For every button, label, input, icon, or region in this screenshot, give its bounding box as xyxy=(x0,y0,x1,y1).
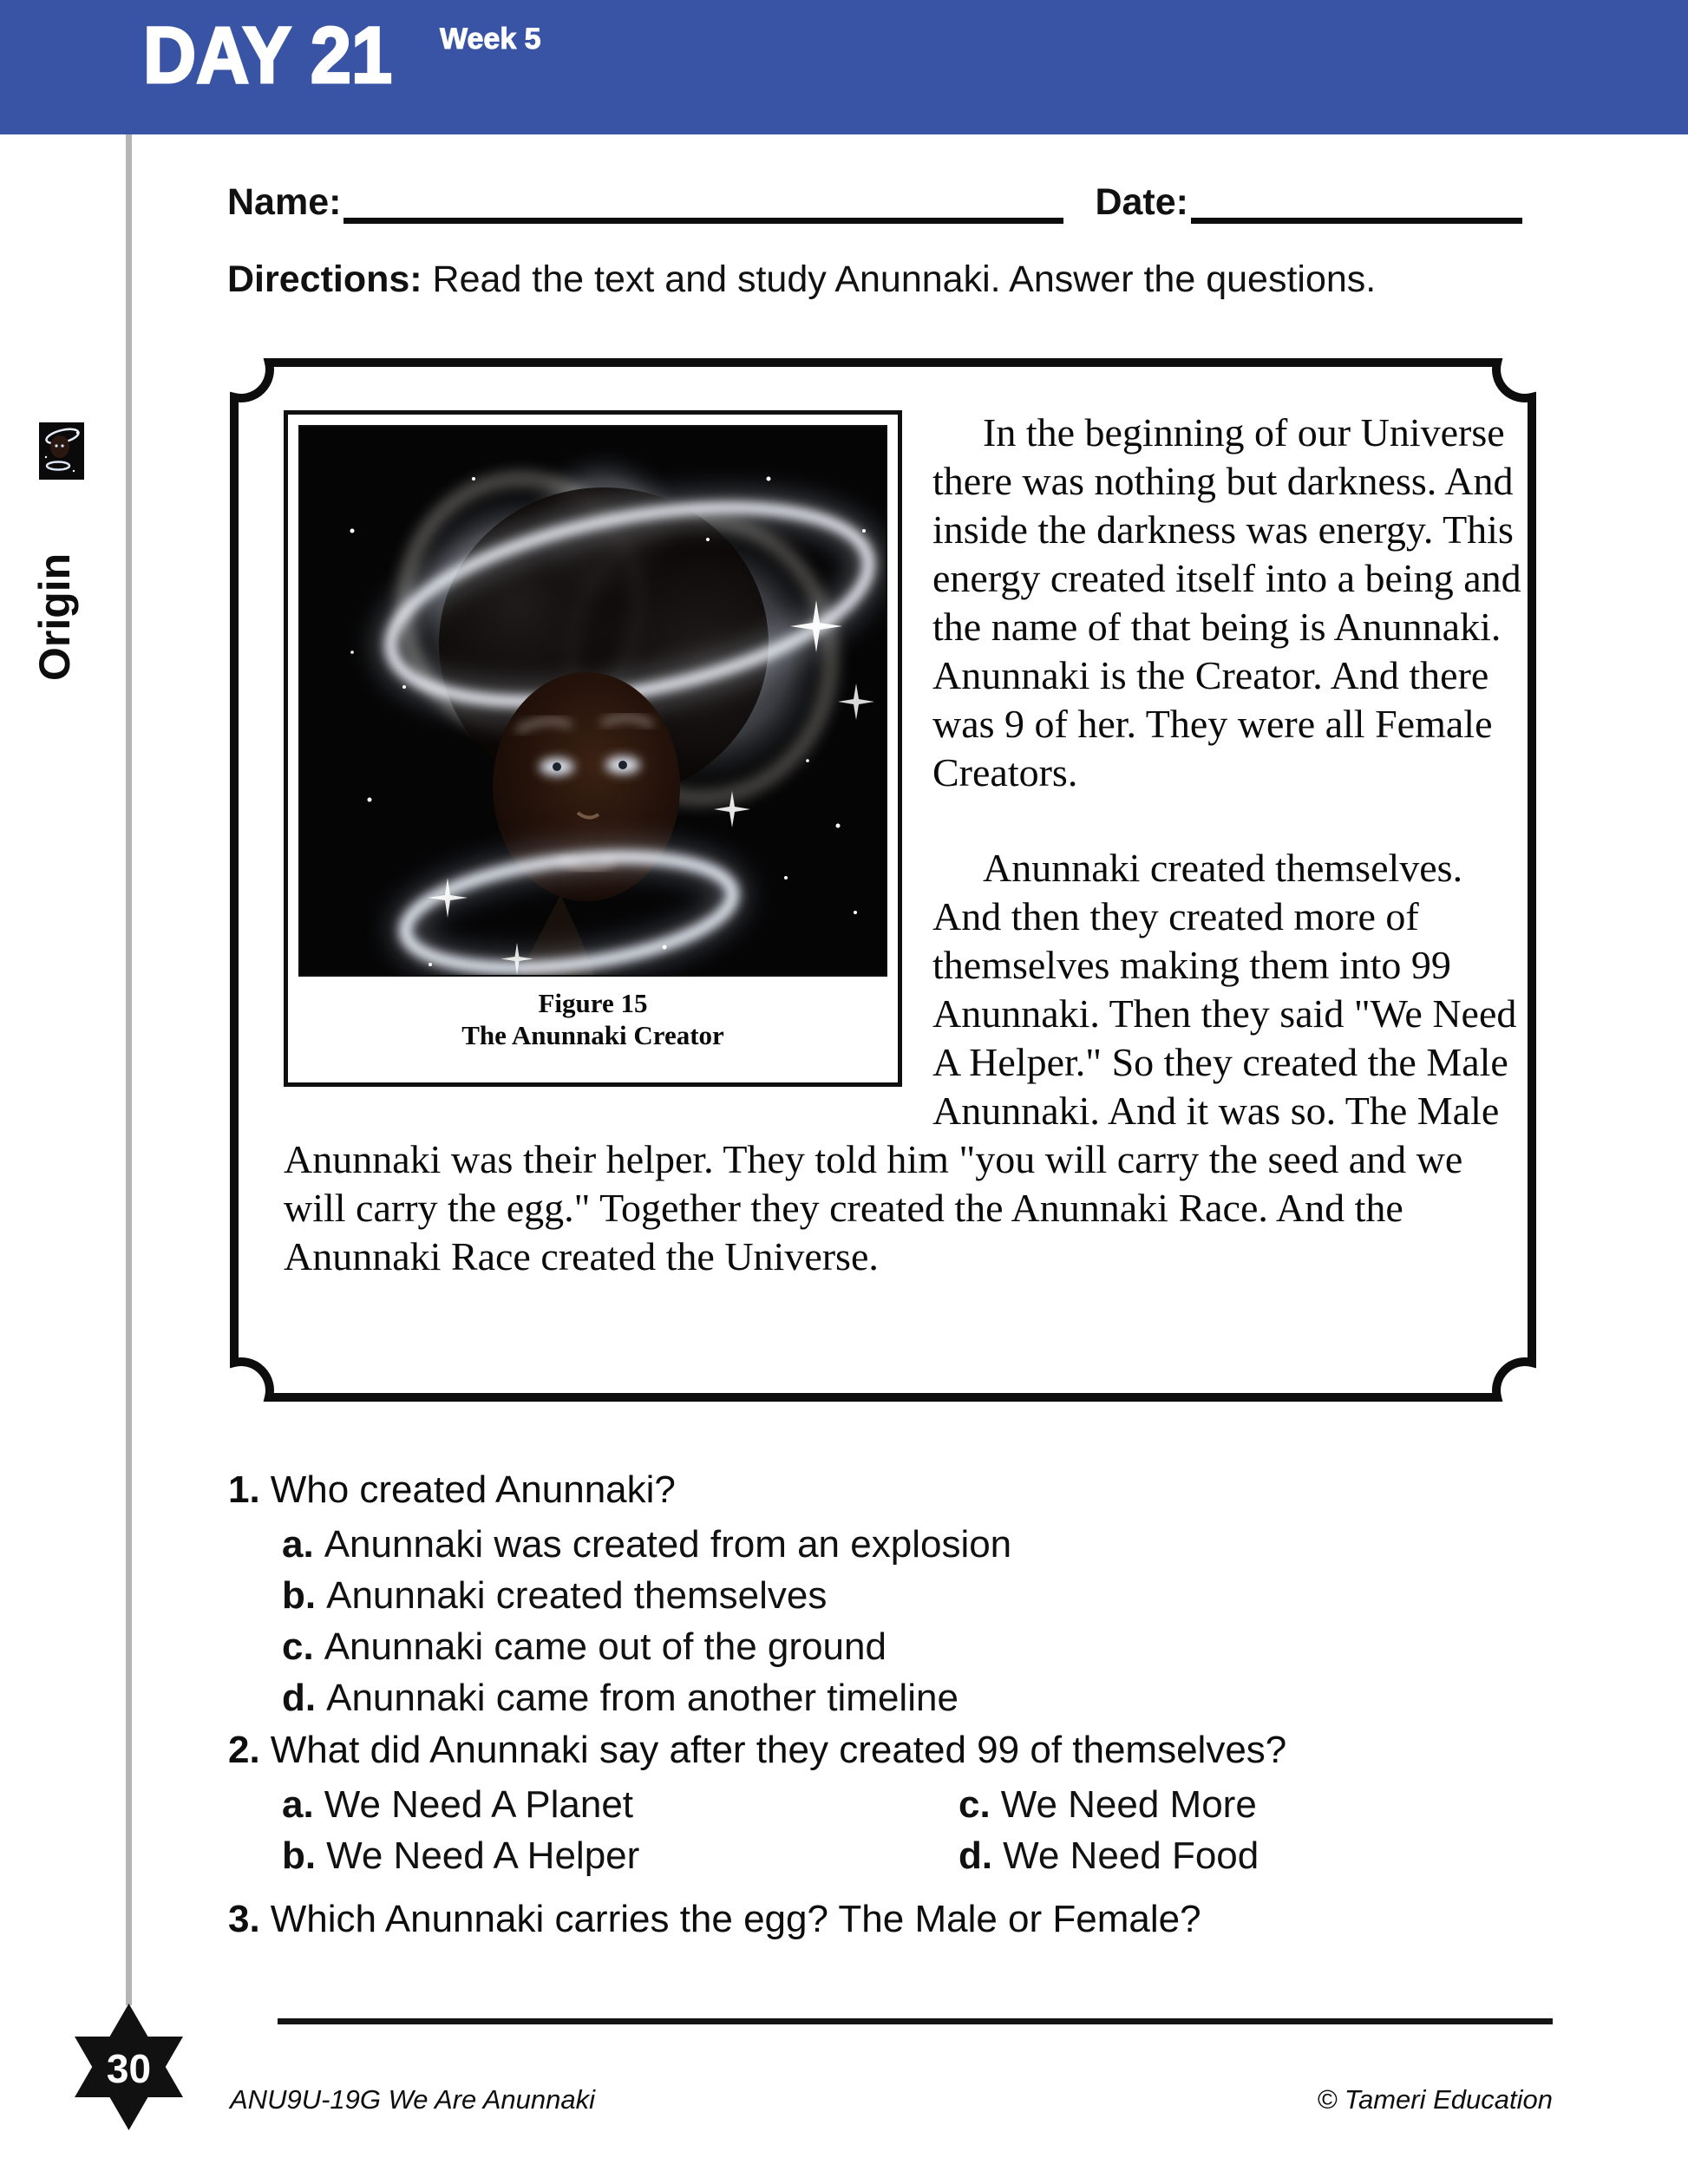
question-2-options xyxy=(282,1779,1259,1881)
passage-paragraph-1: In the beginning of our Universe there was nothing but darkness. And inside the darkness was energy. This energy created itself into a being and the name of that being is Anunnaki. Anunnaki is the Creator. And there was 9 of her. They were all Female Creators. xyxy=(932,410,1521,794)
directions-text: Read the text and study Anunnaki. Answer the questions. xyxy=(422,258,1377,300)
question-2-number: 2. xyxy=(228,1729,260,1771)
question-3-answer-line[interactable] xyxy=(278,2018,1553,2024)
question-3-text: Which Anunnaki carries the egg? The Male or Female? xyxy=(270,1898,1201,1940)
page-number: 30 xyxy=(106,2046,152,2091)
directions-label: Directions: xyxy=(227,258,422,300)
directions-line xyxy=(227,258,1580,301)
page-number-star xyxy=(75,2004,183,2130)
week-label: Week 5 xyxy=(440,23,541,56)
name-date-row xyxy=(227,178,1553,224)
option-1a[interactable]: a. Anunnaki was created from an explosion xyxy=(282,1523,1012,1566)
passage-paragraph-2: Anunnaki created themselves. And then they created more of themselves making them into 99 Anunnaki. Then they said "We Need A Helper." So they created the Male Anunnaki. And it was so. The Male Anunnaki was their helper. They told him "you will carry the seed and we will carry the egg." Together they created the Anunnaki Race. And the Anunnaki Race created the Universe. xyxy=(284,846,1517,1278)
question-3 xyxy=(228,1898,1201,1941)
figure-caption-line2: The Anunnaki Creator xyxy=(461,1020,724,1050)
question-1-number: 1. xyxy=(228,1468,260,1511)
question-2 xyxy=(228,1729,1286,1772)
header-banner xyxy=(0,0,1688,134)
question-3-number: 3. xyxy=(228,1898,260,1940)
question-1-text: Who created Anunnaki? xyxy=(270,1468,676,1511)
option-2b[interactable]: b. We Need A Helper xyxy=(282,1834,640,1877)
figure-caption-line1: Figure 15 xyxy=(538,988,648,1018)
reading-box xyxy=(230,358,1536,1402)
figure-frame xyxy=(284,410,902,1087)
footer-course-code: ANU9U-19G We Are Anunnaki xyxy=(230,2084,595,2115)
option-1d[interactable]: d. Anunnaki came from another timeline xyxy=(282,1677,958,1719)
option-2d[interactable]: d. We Need Food xyxy=(958,1834,1259,1877)
question-1-options xyxy=(282,1519,1011,1723)
figure-caption xyxy=(298,987,887,1051)
reading-box-content xyxy=(230,358,1536,1281)
option-2c[interactable]: c. We Need More xyxy=(958,1783,1257,1826)
date-blank-line[interactable] xyxy=(1191,178,1522,224)
question-2-text: What did Anunnaki say after they created 99 of themselves? xyxy=(270,1729,1287,1771)
option-1c[interactable]: c. Anunnaki came out of the ground xyxy=(282,1625,887,1668)
name-blank-line[interactable] xyxy=(343,178,1063,224)
question-1 xyxy=(228,1468,676,1512)
anunnaki-creator-image xyxy=(298,425,887,977)
footer-copyright: © Tameri Education xyxy=(1317,2084,1553,2115)
option-2a[interactable]: a. We Need A Planet xyxy=(282,1783,634,1826)
day-title: DAY 21 xyxy=(143,11,393,100)
option-1b[interactable]: b. Anunnaki created themselves xyxy=(282,1574,828,1617)
name-label: Name: xyxy=(227,181,342,223)
origin-tab-icon xyxy=(39,422,84,480)
left-rail-divider xyxy=(126,134,132,2005)
date-label: Date: xyxy=(1095,181,1188,223)
sidebar-tab-origin: Origin xyxy=(30,553,79,681)
